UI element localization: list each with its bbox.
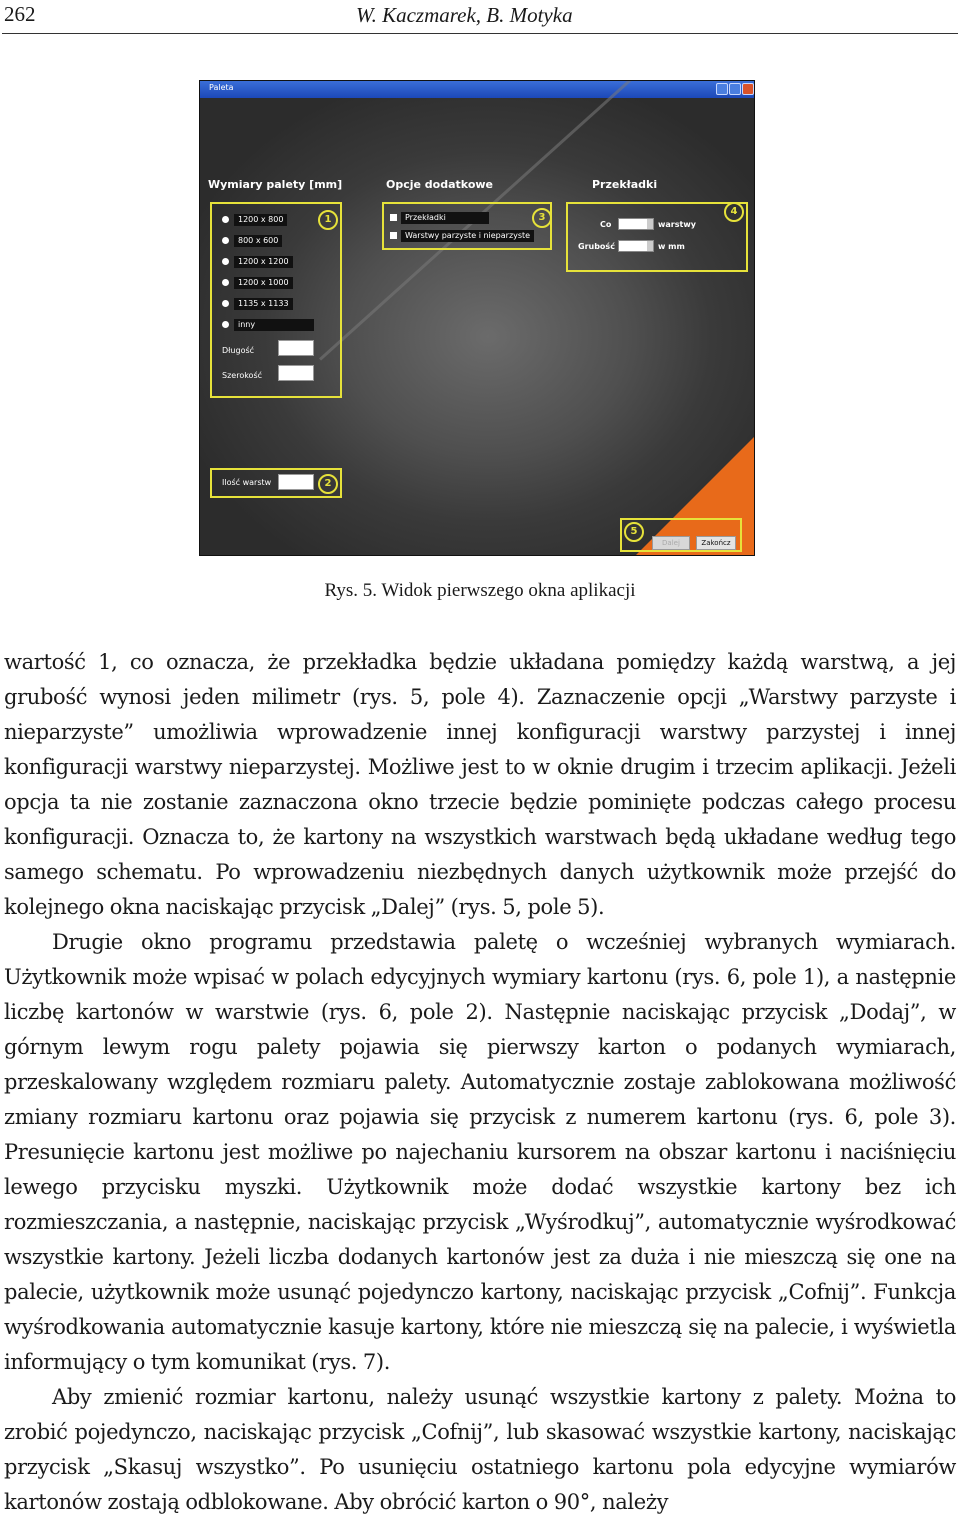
layers-field[interactable] <box>278 474 314 490</box>
dims-panel: 1200 x 800 800 x 600 1200 x 1200 1200 x 1000 1135 x 1133 inny Długość Szerokość 1 <box>210 202 342 398</box>
callout-5: 5 <box>624 522 644 542</box>
navigation-panel <box>620 518 742 552</box>
paragraph: wartość 1, co oznacza, że przekładka będzie układana pomiędzy każdą warstwą, a jej grubość wynosi jeden milimetr (rys. 5, pole 4). Zaznaczenie opcji „Warstwy parzyste i nieparzyste” umożliwia wprowadzenie innej konfiguracji warstwy parzystej i innej konfiguracji warstwy nieparzystej. Możliwe jest to w oknie drugim i trzecim aplikacji. Jeżeli opcja ta nie zostanie zaznaczona okno trzecie będzie pominięte podczas całego procesu konfiguracji. Oznacza to, że kartony na wszystkich warstwach będą układane według tego samego schematu. Po wprowadzeniu niezbędnych danych użytkownik może przejść do kolejnego okna naciskając przycisk „Dalej” (rys. 5, pole 5). <box>4 650 956 919</box>
callout-1: 1 <box>318 210 338 230</box>
window-body <box>200 98 754 556</box>
window-title: Paleta <box>209 83 234 92</box>
checkbox-icon <box>390 214 397 221</box>
spacer-every-unit: warstwy <box>658 220 696 229</box>
close-icon[interactable] <box>742 83 754 95</box>
dims-section-title: Wymiary palety [mm] <box>208 178 343 191</box>
layers-label: Ilość warstw <box>222 478 272 487</box>
header-rule <box>2 33 958 34</box>
body-text <box>4 645 956 1520</box>
maximize-icon[interactable] <box>729 83 741 95</box>
figure-app-screenshot <box>199 80 755 556</box>
radio-icon <box>222 321 229 328</box>
page-header <box>0 0 960 36</box>
callout-3: 3 <box>532 208 552 228</box>
length-field[interactable] <box>278 340 314 356</box>
radio-icon <box>222 258 229 265</box>
width-label: Szerokość <box>222 371 263 380</box>
callout-2: 2 <box>318 474 338 494</box>
paragraph: Aby zmienić rozmiar kartonu, należy usunąć wszystkie kartony z palety. Można to zrobić pojedynczo, naciskając przycisk „Cofnij”, lub skasować wszystkie kartony, naciskając przycisk „Skasuj wszystko”. Po usunięciu ostatniego kartonu pola edycyjne wymiarów kartonów zostają odblokowane. Aby obrócić karton o 90°, należy <box>4 1385 956 1514</box>
window-titlebar <box>200 81 754 98</box>
paragraph: Drugie okno programu przedstawia paletę o wcześniej wybranych wymiarach. Użytkownik może wpisać w polach edycyjnych wymiary kartonu (rys. 6, pole 1), a następnie liczbę kartonów w warstwie (rys. 6, pole 2). Następnie naciskając przycisk „Dodaj”, w górnym lewym rogu palety pojawia się pierwszy karton o podanych wymiarach, przeskalowany względem rozmiaru palety. Automatycznie zostaje zablokowana możliwość zmiany rozmiaru kartonu oraz pojawia się przycisk z numerem kartonu (rys. 6, pole 3). Presunięcie kartonu jest możliwe po najechaniu kursorem na obszar kartonu i naciśnięciu lewego przycisku myszki. Użytkownik może dodać wszystkie kartony bez ich rozmieszczania, a następnie, naciskając przycisk „Wyśrodkuj”, automatycznie wyśrodkować wszystkie kartony. Jeżeli liczba dodanych kartonów jest za duża i nie mieszczą się one na palecie, użytkownik może usunąć pojedynczo kartony, naciskając przycisk „Cofnij”. Funkcja wyśrodkowania automatycznie kasuje kartony, które nie mieszczą się na palecie, i wyświetla informujący o tym komunikat (rys. 7). <box>4 930 956 1374</box>
finish-button[interactable]: Zakończ <box>696 536 736 550</box>
spacers-panel <box>566 202 748 272</box>
radio-icon <box>222 279 229 286</box>
page-number: 262 <box>4 2 36 26</box>
spacer-thickness-unit: w mm <box>658 242 685 251</box>
spacer-every-stepper[interactable] <box>618 218 654 230</box>
options-panel: Przekładki Warstwy parzyste i nieparzyste 3 <box>382 202 552 250</box>
radio-icon <box>222 237 229 244</box>
callout-4: 4 <box>724 202 744 222</box>
layers-panel <box>210 468 342 498</box>
minimize-icon[interactable] <box>716 83 728 95</box>
length-label: Długość <box>222 346 255 355</box>
spacers-section-title: Przekładki <box>592 178 658 191</box>
checkbox-icon <box>390 232 397 239</box>
radio-icon <box>222 216 229 223</box>
width-field[interactable] <box>278 365 314 381</box>
spacer-every-label: Co <box>600 220 612 229</box>
next-button[interactable]: Dalej <box>652 536 690 550</box>
figure-caption: Rys. 5. Widok pierwszego okna aplikacji <box>324 580 636 601</box>
running-head: W. Kaczmarek, B. Motyka <box>356 3 573 27</box>
options-section-title: Opcje dodatkowe <box>386 178 493 191</box>
radio-icon <box>222 300 229 307</box>
spacer-thickness-stepper[interactable] <box>618 240 654 252</box>
spacer-thickness-label: Grubość <box>578 242 615 251</box>
